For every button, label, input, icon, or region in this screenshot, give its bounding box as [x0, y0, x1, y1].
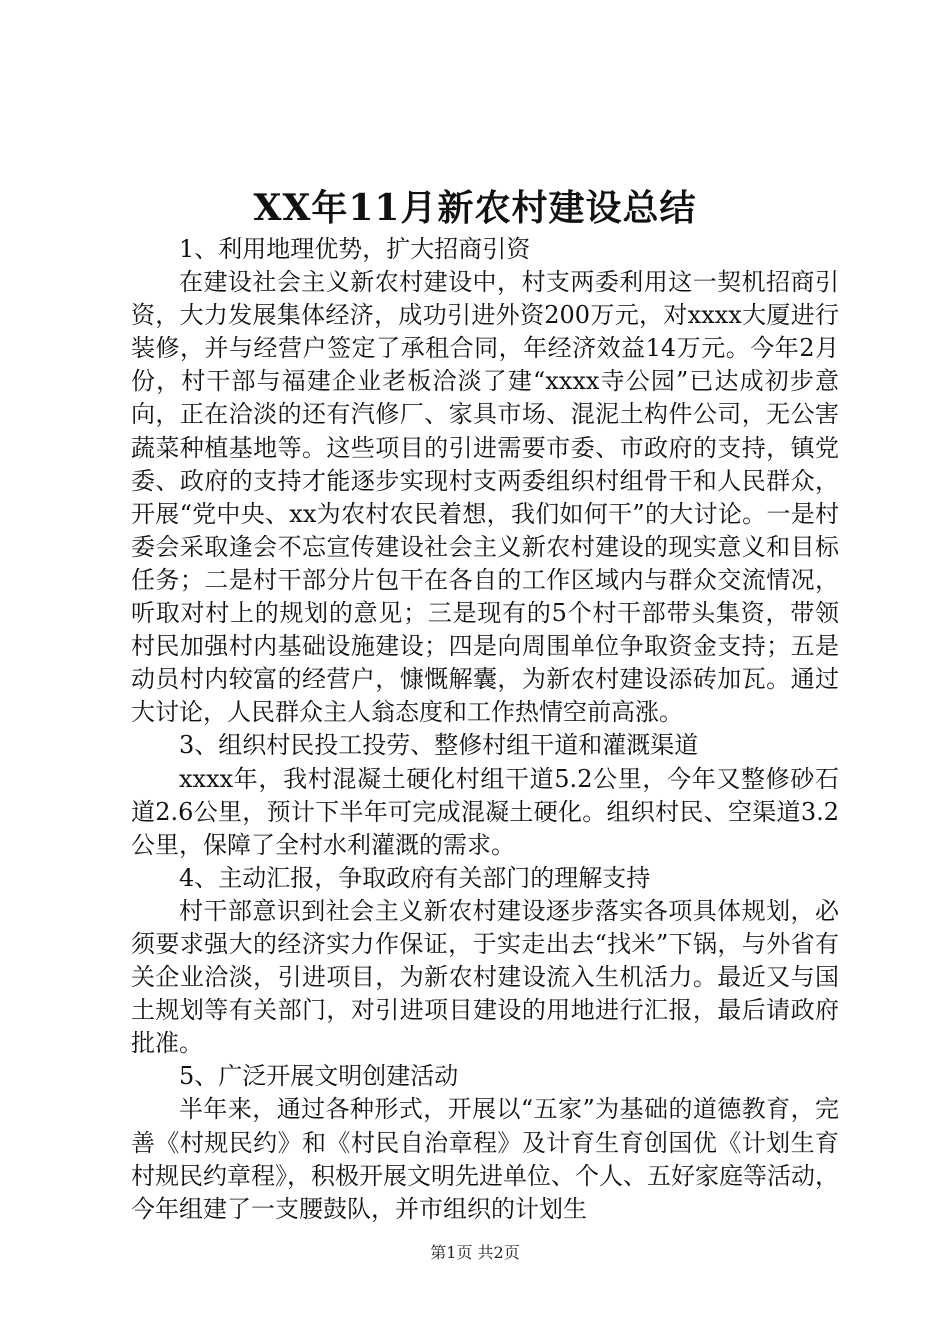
- section-heading-4: 4、主动汇报，争取政府有关部门的理解支持: [179, 863, 651, 892]
- paragraph-roads: xxxx年，我村混凝土硬化村组干道5.2公里，今年又整修砂石道2.6公里，预计下半年可完成混凝土硬化。组织村民、空渠道3.2公里，保障了全村水利灌溉的需求。: [131, 764, 839, 859]
- paragraph-support: 村干部意识到社会主义新农村建设逐步落实各项具体规划，必须要求强大的经济实力作保证，于实走出去“找米”下锅，与外省有关企业洽淡，引进项目，为新农村建设流入生机活力。最近又与国土规划等有关部门，对引进项目建设的用地进行汇报，最后请政府批准。: [131, 896, 839, 1058]
- section-heading-5: 5、广泛开展文明创建活动: [179, 1062, 459, 1091]
- document-title: XX年11月新农村建设总结: [253, 187, 697, 229]
- paragraph-civilization: 半年来，通过各种形式，开展以“五家”为基础的道德教育，完善《村规民约》和《村民自治章程》及计育生育创国优《计划生育村规民约章程》，积极开展文明先进单位、个人、五好家庭等活动，今年组建了一支腰鼓队，并市组织的计划生: [131, 1095, 839, 1223]
- document-body: [131, 233, 839, 1226]
- section-heading-3: 3、组织村民投工投劳、整修村组干道和灌溉渠道: [179, 731, 699, 760]
- paragraph-investment: 在建设社会主义新农村建设中，村支两委利用这一契机招商引资，大力发展集体经济，成功引进外资200万元，对xxxx大厦进行装修，并与经营户签定了承租合同，年经济效益14万元。今年2月份，村干部与福建企业老板洽淡了建“xxxx寺公园”已达成初步意向，正在洽淡的还有汽修厂、家具市场、混泥土构件公司，无公害蔬菜种植基地等。这些项目的引进需要市委、市政府的支持，镇党委、政府的支持才能逐步实现村支两委组织村组骨干和人民群众，开展“党中央、xx为农村农民着想，我们如何干”的大讨论。一是村委会采取逢会不忘宣传建设社会主义新农村建设的现实意义和目标任务；二是村干部分片包干在各自的工作区域内与群众交流情况，听取对村上的规划的意见；三是现有的5个村干部带头集资，带领村民加强村内基础设施建设；四是向周围单位争取资金支持；五是动员村内较富的经营户，慷慨解囊，为新农村建设添砖加瓦。通过大讨论，人民群众主人翁态度和工作热情空前高涨。: [131, 268, 839, 727]
- page-number: 第1页 共2页: [430, 1243, 520, 1262]
- section-heading-1: 1、利用地理优势，扩大招商引资: [179, 235, 531, 263]
